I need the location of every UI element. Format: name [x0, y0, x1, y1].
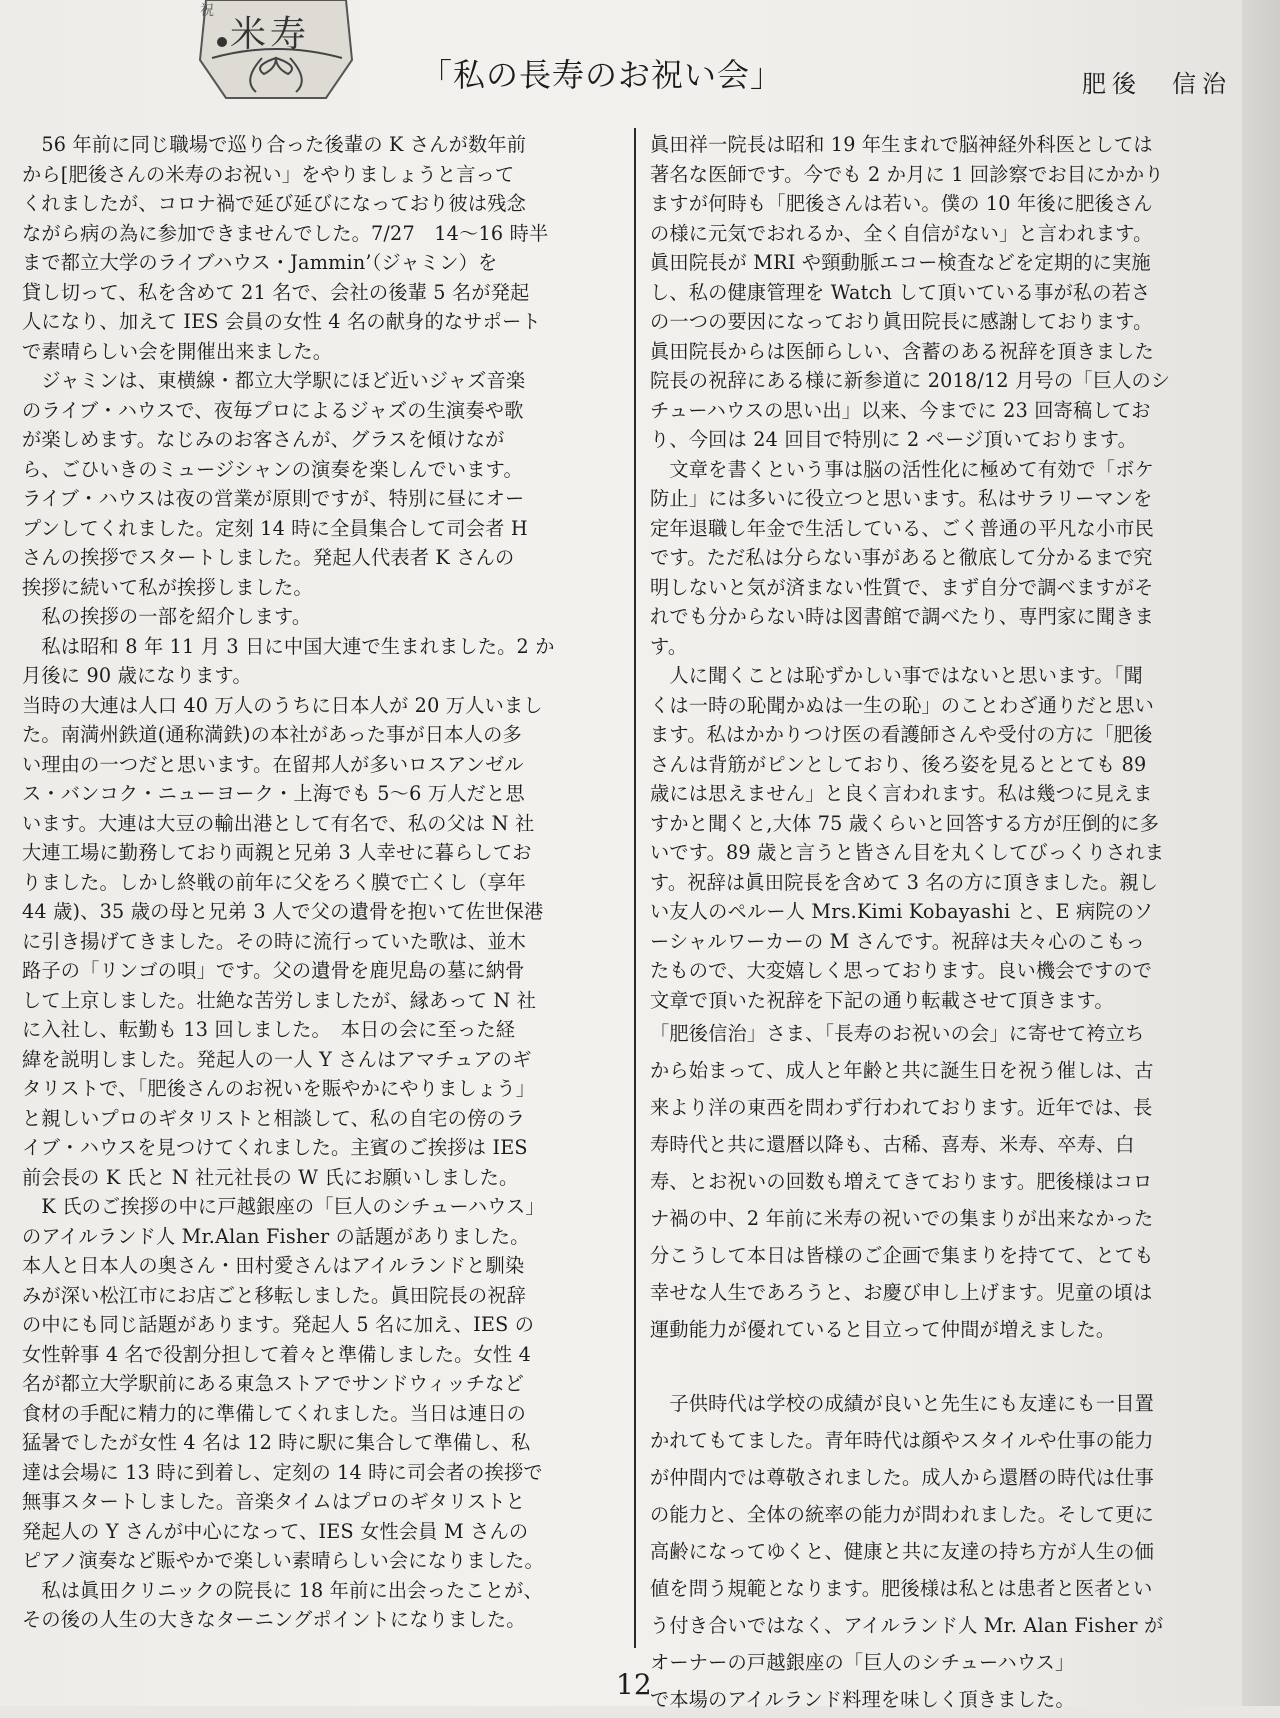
logo-celebration-char: 祝: [200, 3, 214, 19]
text-line: くれましたが、コロナ禍で延び延びになっており彼は残念: [22, 192, 527, 215]
text-line: 値を問う規範となります。肥後様は私とは患者と医者とい: [650, 1577, 1153, 1600]
text-line: に引き揚げてきました。その時に流行っていた歌は、並木: [22, 929, 527, 953]
text-line: その後の人生の大きなターニングポイントになりました。: [22, 1608, 526, 1631]
right-column: [650, 130, 1224, 1718]
text-line: 文章で頂いた祝辞を下記の通り転載させて頂きます。: [650, 988, 1114, 1012]
text-line: から[肥後さんの米寿のお祝い」をやりましょうと言って: [22, 162, 515, 186]
text-line: プンしてくれました。定刻 14 時に全員集合して司会者 H: [22, 516, 528, 540]
text-line: れでも分からない時は図書館で調べたり、専門家に聞きま: [650, 605, 1155, 628]
text-line: ス・バンコク・ニューヨーク・上海でも 5～6 万人だと思: [22, 782, 525, 805]
text-line: ナ禍の中、2 年前に米寿の祝いでの集まりが出来なかった: [650, 1207, 1154, 1230]
text-line: 運動能力が優れていると目立って仲間が増えました。: [650, 1318, 1116, 1341]
text-line: 貸し切って、私を含めて 21 名で、会社の後輩 5 名が発起: [22, 280, 530, 304]
text-line: ますが何時も「肥後さんは若い。僕の 10 年後に肥後さん: [650, 192, 1153, 215]
text-line: 挨拶に続いて私が挨拶しました。: [22, 575, 313, 599]
text-line: 本人と日本人の奥さん・田村愛さんはアイルランドと馴染: [22, 1254, 525, 1277]
text-line: 幸せな人生であろうと、お慶び申し上げます。児童の頃は: [650, 1281, 1153, 1304]
text-line: が仲間内では尊敬されました。成人から還暦の時代は仕事: [650, 1466, 1155, 1489]
text-line: いです。89 歳と言うと皆さん目を丸くしてびっくりされま: [650, 841, 1165, 864]
text-line: りました。しかし終戦の前年に父をろく膜で亡くし（享年: [22, 870, 527, 894]
article-author: 肥後 信治: [1082, 70, 1232, 98]
adjacent-page-edge: [1242, 0, 1280, 1706]
text-line: 人になり、加えて IES 会員の女性 4 名の献身的なサポート: [22, 310, 541, 333]
text-line: 路子の「リンゴの唄」です。父の遺骨を鹿児島の墓に納骨: [22, 959, 525, 982]
text-line: ら、ごひいきのミュージシャンの演奏を楽しんでいます。: [22, 457, 523, 481]
text-line: 来より洋の東西を問わず行われております。近年では、長: [650, 1096, 1153, 1119]
text-line: 私は眞田クリニックの院長に 18 年前に出会ったことが、: [22, 1578, 543, 1602]
text-line: 月後に 90 歳になります。: [22, 664, 252, 687]
text-line: う付き合いではなく、アイルランド人 Mr. Alan Fisher が: [650, 1614, 1164, 1637]
left-column: [22, 130, 612, 1635]
text-line: 歳には思えません」と良く言われます。私は幾つに見えま: [650, 782, 1153, 805]
text-line: 発起人の Y さんが中心になって、IES 女性会員 M さんの: [22, 1519, 529, 1543]
text-line: タリストで、「肥後さんのお祝いを賑やかにやりましょう」: [22, 1077, 536, 1100]
text-line: います。大連は大豆の輸出港として有名で、私の父は N 社: [22, 811, 535, 835]
text-line: の能力と、全体の統率の能力が問われました。そして更に: [650, 1503, 1155, 1526]
article-title: 「私の長寿のお祝い会」: [420, 56, 784, 94]
text-line: から始まって、成人と年齢と共に誕生日を祝う催しは、古: [650, 1059, 1154, 1082]
text-line: ます。私はかかりつけ医の看護師さんや受付の方に「肥後: [650, 723, 1153, 746]
text-line: かれてもてました。青年時代は顔やスタイルや仕事の能力: [650, 1429, 1154, 1452]
text-line: 人に聞くことは恥ずかしい事ではないと思います。「聞: [650, 664, 1143, 687]
text-line: 達は会場に 13 時に到着し、定刻の 14 時に司会者の挨拶で: [22, 1460, 543, 1484]
text-line: 定年退職し年金で生活している、ごく普通の平凡な小市民: [650, 516, 1155, 540]
text-line: 前会長の K 氏と N 社元社長の W 氏にお願いしました。: [22, 1165, 519, 1189]
text-line: 著名な医師です。今でも 2 か月に 1 回診察でお目にかかり: [650, 162, 1164, 186]
text-line: た。南満州鉄道(通称満鉄)の本社があった事が日本人の多: [22, 723, 522, 746]
text-line: が楽しめます。なじみのお客さんが、グラスを傾けなが: [22, 428, 505, 451]
text-line: 眞田祥一院長は昭和 19 年生まれで脳神経外科医としては: [650, 133, 1153, 156]
text-line: で素晴らしい会を開催出来ました。: [22, 339, 333, 363]
text-line: のアイルランド人 Mr.Alan Fisher の話題がありました。: [22, 1224, 530, 1248]
text-line: 高齢になってゆくと、健康と共に友達の持ち方が人生の価: [650, 1540, 1155, 1563]
column-divider: [634, 128, 636, 1648]
text-line: 56 年前に同じ職場で巡り合った後輩の K さんが数年前: [22, 133, 527, 156]
text-line: くは一時の恥聞かぬは一生の恥」のことわざ通りだと思い: [650, 693, 1155, 717]
text-line: ピアノ演奏など賑やかで楽しい素晴らしい会になりました。: [22, 1549, 544, 1572]
text-line: のライブ・ハウスで、夜毎プロによるジャズの生演奏や歌: [22, 398, 524, 422]
text-line: まで都立大学のライブハウス・Jammin’（ジャミン）を: [22, 251, 498, 274]
text-line: ーシャルワーカーの M さんです。祝辞は夫々心のこもっ: [650, 929, 1146, 953]
text-line: 私は昭和 8 年 11 月 3 日に中国大連で生まれました。2 か: [22, 634, 555, 658]
text-line: ジャミンは、東横線・都立大学駅にほど近いジャズ音楽: [22, 369, 526, 392]
text-line: 明しないと気が済まない性質で、まず自分で調べますがそ: [650, 575, 1154, 599]
text-line: で本場のアイルランド料理を味しく頂きました。: [650, 1688, 1075, 1711]
text-line: イブ・ハウスを見つけてくれました。主賓のご挨拶は IES: [22, 1136, 528, 1159]
text-line: 子供時代は学校の成績が良いと先生にも友達にも一目置: [650, 1392, 1155, 1415]
text-line: 眞田院長が MRI や頸動脈エコー検査などを定期的に実施: [650, 251, 1151, 274]
text-line: 寿時代と共に還暦以降も、古稀、喜寿、米寿、卒寿、白: [650, 1133, 1135, 1156]
text-line: す。: [650, 634, 688, 658]
text-line: 女性幹事 4 名で役割分担して着々と準備しました。女性 4: [22, 1342, 532, 1366]
text-line: 文章を書くという事は脳の活性化に極めて有効で「ボケ: [650, 457, 1155, 481]
text-line: ライブ・ハウスは夜の営業が原則ですが、特別に昼にオー: [22, 487, 525, 510]
text-line: り、今回は 24 回目で特別に 2 ページ頂いております。: [650, 428, 1138, 451]
text-line: さんは背筋がピンとしており、後ろ姿を見るととても 89: [650, 752, 1147, 776]
text-line: の一つの要因になっており眞田院長に感謝しております。: [650, 310, 1153, 333]
text-line: し、私の健康管理を Watch して頂いている事が私の若さ: [650, 280, 1151, 304]
logo-beiju-text: 米寿: [230, 14, 311, 55]
text-line: 当時の大連は人口 40 万人のうちに日本人が 20 万人いまし: [22, 693, 543, 717]
text-line: 「肥後信治」さま、「長寿のお祝いの会」に寄せて袴立ち: [650, 1022, 1145, 1045]
text-line: オーナーの戸越銀座の「巨人のシチューハウス」: [650, 1651, 1075, 1674]
text-line: みが深い松江市にお店ごと移転しました。眞田院長の祝辞: [22, 1283, 527, 1307]
text-line: い友人のペルー人 Mrs.Kimi Kobayashi と、E 病院のソ: [650, 900, 1154, 923]
text-line: 食材の手配に精力的に準備してくれました。当日は連日の: [22, 1401, 527, 1425]
text-line: です。ただ私は分らない事があると徹底して分かるまで究: [650, 546, 1153, 569]
text-line: さんの挨拶でスタートしました。発起人代表者 K さんの: [22, 546, 515, 569]
text-line: 44 歳)、35 歳の母と兄弟 3 人で父の遺骨を抱いて佐世保港: [22, 900, 544, 923]
text-line: 名が都立大学駅前にある東急ストアでサンドウィッチなど: [22, 1372, 524, 1395]
text-line: と親しいプロのギタリストと相談して、私の自宅の傍のラ: [22, 1106, 526, 1130]
text-line: 防止」には多いに役立つと思います。私はサラリーマンを: [650, 487, 1153, 510]
text-line: す。祝辞は眞田院長を含めて 3 名の方に頂きました。親し: [650, 870, 1159, 894]
text-line: 私の挨拶の一部を紹介します。: [22, 605, 312, 628]
text-line: の中にも同じ話題があります。発起人 5 名に加え、IES の: [22, 1313, 535, 1336]
text-line: ながら病の為に参加できませんでした。7/27 14～16 時半: [22, 221, 549, 245]
text-line: の様に元気でおれるか、全く自信がない」と言われます。: [650, 221, 1153, 245]
text-line: 眞田院長からは医師らしい、含蓄のある祝辞を頂きました: [650, 339, 1155, 363]
text-line: に入社し、転勤も 13 回しました。 本日の会に至った経: [22, 1018, 516, 1041]
text-line: [650, 1348, 1224, 1385]
text-line: 寿、とお祝いの回数も増えてきております。肥後様はコロ: [650, 1170, 1153, 1193]
text-line: 無事スタートしました。音楽タイムはプロのギタリストと: [22, 1490, 526, 1513]
text-line: チューハウスの思い出」以来、今までに 23 回寄稿してお: [650, 398, 1151, 422]
page-number: 12: [616, 1668, 652, 1701]
text-line: すかと聞くと,大体 75 歳くらいと回答する方が圧倒的に多: [650, 811, 1160, 835]
text-line: 分こうして本日は皆様のご企画で集まりを持てて、とても: [650, 1244, 1154, 1267]
text-line: い理由の一つだと思います。在留邦人が多いロスアンゼル: [22, 752, 524, 776]
text-line: 緯を説明しました。発起人の一人 Y さんはアマチュアのギ: [22, 1047, 532, 1071]
text-line: たもので、大変嬉しく思っております。良い機会ですので: [650, 959, 1153, 982]
text-line: 大連工場に勤務しており両親と兄弟 3 人幸せに暮らしてお: [22, 841, 532, 864]
text-line: 猛暑でしたが女性 4 名は 12 時に駅に集合して準備し、私: [22, 1431, 531, 1454]
text-line: K 氏のご挨拶の中に戸越銀座の「巨人のシチューハウス」: [22, 1195, 545, 1218]
text-line: 院長の祝辞にある様に新参道に 2018/12 月号の「巨人のシ: [650, 369, 1171, 392]
text-line: して上京しました。壮絶な苦労しましたが、縁あって N 社: [22, 988, 537, 1012]
